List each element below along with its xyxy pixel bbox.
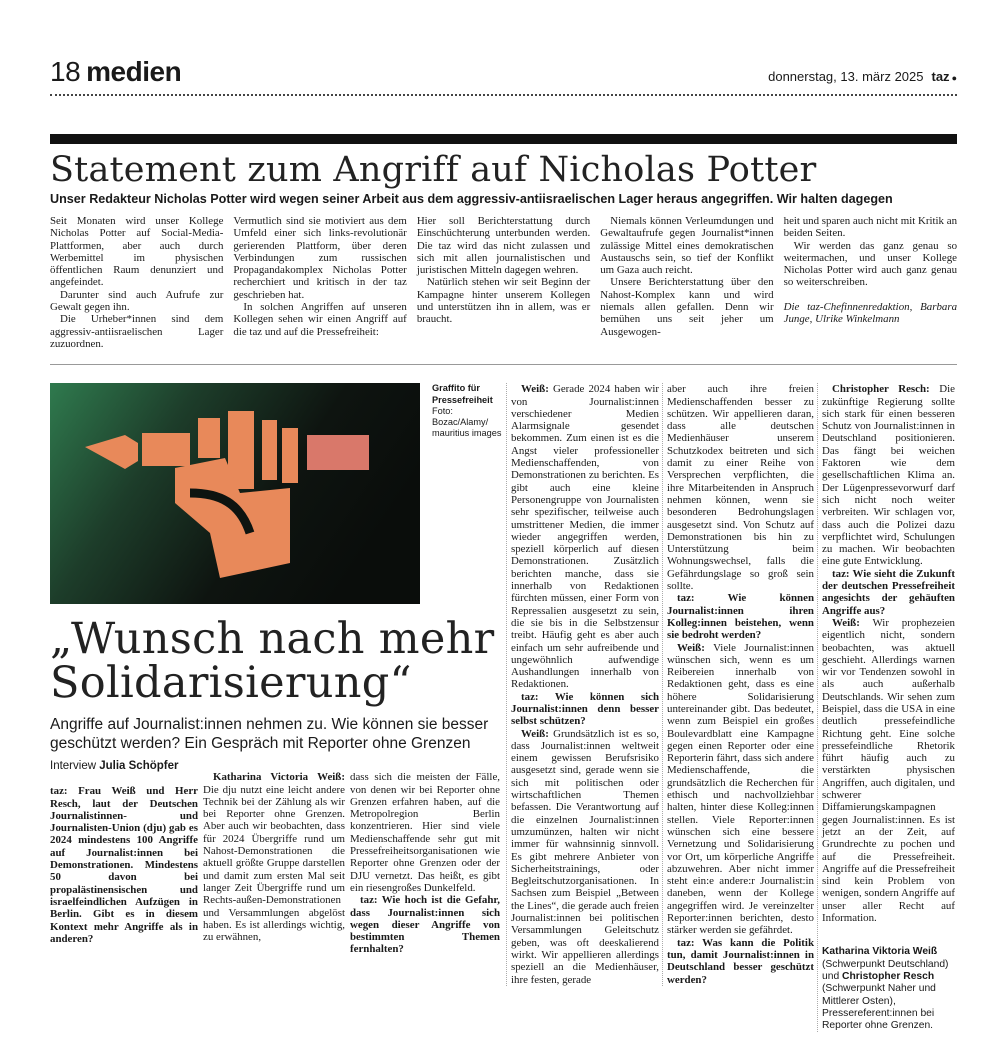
- speaker-label: Katharina Victoria Weiß:: [213, 771, 345, 784]
- paragraph: [511, 383, 659, 690]
- interviewee-bio: [822, 946, 955, 1032]
- paragraph: [600, 215, 773, 276]
- header-divider: [50, 94, 957, 96]
- paragraph: [822, 617, 955, 924]
- paragraph-text: taz: Wie können Journalist:innen ihren Kolleg:innen beistehen, wenn sie bedroht werden?: [667, 592, 814, 642]
- bio-text: (Schwerpunkt Naher und Mittlerer Osten), Pressereferent:innen bei Reporter ohne Grenzen.: [822, 983, 936, 1032]
- photo-caption: [432, 383, 502, 439]
- paragraph-text: taz: Was kann die Politik tun, damit Journalist:innen in Deutschland besser geschützt werden?: [667, 936, 814, 986]
- speaker-label: Weiß:: [677, 641, 705, 654]
- statement-title: Statement zum Angriff auf Nicholas Potter: [50, 150, 817, 190]
- page-header: [50, 56, 181, 88]
- interview-question: [350, 894, 500, 955]
- paw-icon: ●: [951, 73, 957, 83]
- paragraph-text: Natürlich stehen wir seit Beginn der Kampagne hinter unserem Kollegen und unterstützen ihn in allem, was er braucht.: [416, 276, 591, 326]
- paragraph: [822, 383, 955, 567]
- byline: [50, 759, 198, 773]
- paragraph-text: Hier soll Berichterstattung durch Einschüchterung unterbunden werden. Die taz wird das nicht zulassen und sich mit allen journalistischen und juristischen Mitteln dagegen wehren.: [416, 215, 591, 277]
- paragraph-text: taz: Wie sieht die Zukunft der deutschen Pressefreiheit angesichts der gehäuften Angriffe aus?: [822, 567, 955, 617]
- paragraph: [667, 383, 814, 592]
- byline-author: Julia Schöpfer: [99, 760, 179, 773]
- interview-last-column: [817, 383, 955, 1032]
- paragraph-text: taz: Frau Weiß und Herr Resch, laut der Deutschen Journalistinnen- und Journalisten-Union (dju) gab es 2024 mindestens 100 Angriffe auf Journalist:innen bei Demonstrationen. Mindestens 50 davon bei propalästinensischen und israelfeindlichen Aufzügen in Berlin. Gibt es in diesem Kontext mehr Angriffe als in anderen?: [50, 785, 198, 945]
- paragraph: [233, 301, 406, 338]
- interview-question: [667, 592, 814, 641]
- paragraph: [417, 215, 590, 276]
- interview-question: [511, 691, 659, 728]
- paragraph-text: Die taz-Chefinnenredaktion, Barbara Junge, Ulrike Winkelmann: [783, 300, 958, 326]
- paragraph-text: Die zukünftige Regierung sollte sich stark für einen besseren Schutz von Journalist:innen in Deutschland positionieren. Das fängt bei weichen Faktoren wie dem gesellschaftlichen Klima an. Der Lügenpressevorwurf darf sich nicht noch weiter verbreiten. Wir schlagen vor, dass auch die Polizei dazu verpflichtet wird, Schulungen zu machen. Wir beobachten eine gute Entwicklung.: [822, 383, 955, 568]
- photo-row: [50, 383, 503, 604]
- paragraph-text: taz: Wie können sich Journalist:innen denn besser selbst schützen?: [511, 690, 659, 728]
- paragraph-text: Niemals können Verleumdungen und Gewaltaufrufe gegen Journalist*innen zulässige Mittel eines demokratischen Austauschs sein, so tief der Konflikt um Gaza auch reicht.: [600, 215, 774, 277]
- speaker-label: Weiß:: [521, 383, 549, 396]
- paragraph-text: taz: Wie hoch ist die Gefahr, dass Journalist:innen sich wegen dieser Angriffe von bestimmten Themen fernhalten?: [350, 894, 500, 956]
- paragraph-text: Vermutlich sind sie motiviert aus dem Umfeld einer sich links-revolutionär gerierenden Plattform, über deren Verbindungen zum russischen Propagandakomplex Nicholas Potter recherchiert und kritisch in der taz geschrieben hat.: [233, 215, 407, 301]
- paragraph: [417, 276, 590, 325]
- taz-logo: taz: [931, 69, 950, 84]
- graffiti-photo: [50, 383, 420, 604]
- paragraph-text: Grundsätzlich ist es so, dass Journalist:innen weltweit einem gewissen Berufsrisiko ausgesetzt sind, gerade wenn sie sich mit politischen oder wirtschaftlichen Themen befassen. Die Verantwortung auf die einzelnen Journalist:innen umzumünzen, halten wir nicht immer für wahnsinnig sinnvoll. Es gibt mehrere Anbieter von Sicherheitstrainings, oder Begleitschutzorganisationen. In Sachsen zum Beispiel „Between the Lines“, die gerade auch freien Journalist:innen bei politischen Versammlungen Geleitschutz geben, was oft deeskalierend wirkt. Wir appellieren allerdings speziell an die Medienhäuser, ihre festen, gerade: [511, 727, 659, 986]
- paragraph: [784, 240, 957, 289]
- statement-column: [50, 215, 223, 350]
- interview-column: [350, 759, 500, 955]
- section-divider: [50, 364, 957, 365]
- paragraph-text: Unsere Berichterstattung über den Nahost-Komplex kann und wird niemals allen gefallen. Denn wir bemühen uns seit jeher um Ausgewogen-: [600, 276, 774, 338]
- paragraph: [350, 771, 500, 894]
- statement-column: [233, 215, 406, 350]
- speaker-label: Christopher Resch:: [832, 383, 930, 396]
- bio-name: Katharina Viktoria Weiß: [822, 946, 938, 958]
- interview-column: [662, 383, 814, 986]
- paragraph-text: heit und sparen auch nicht mit Kritik an beiden Seiten.: [783, 215, 958, 240]
- paragraph-text: Seit Monaten wird unser Kollege Nicholas Potter auf Social-Media-Plattformen, aber auch durch Werbemittel im physischen öffentlichen Raum denunziert und angefeindet.: [50, 215, 224, 289]
- paragraph: [233, 215, 406, 301]
- interview-deck: Angriffe auf Journalist:innen nehmen zu. Wie können sie besser geschützt werden? Ein Gespräch mit Reporter ohne Grenzen: [50, 716, 489, 753]
- paragraph-text: Wir prophezeien eigentlich nicht, sondern beobachten, was aktuell geschieht. Allerdings warnen wir vor Tendenzen sowohl in als auch außerhalb Deutschlands. Wir sehen zum Beispiel, dass die USA in eine deutlich pressefeindliche Richtung geht. Eine solche pressefeindliche Rhetorik führt häufig auch zu verstärkten physischen Angriffen, auch digitalen, und schwerer Diffamierungskampagnen gegen Journalist:innen. Es ist jetzt an der Zeit, auf Grundrechte zu pochen und auf die Pressefreiheit. Angriffe auf die Pressefreiheit sind kein Problem von wenigen, sondern Angriffe auf unser aller Recht auf Information.: [822, 616, 955, 925]
- interview-column: [203, 759, 345, 955]
- page-header-row: [50, 56, 957, 92]
- interview-question: [822, 568, 955, 617]
- photo-credit: Foto: Bozac/Alamy/ mauritius images: [432, 405, 502, 439]
- paragraph: [50, 313, 223, 350]
- paragraph: [511, 728, 659, 986]
- speaker-label: Weiß:: [521, 727, 549, 740]
- interview-first-column: [50, 759, 198, 955]
- signature: [784, 301, 957, 326]
- paragraph: [667, 642, 814, 937]
- interview-section: [50, 383, 957, 1032]
- interview-question: [50, 785, 198, 945]
- byline-prefix: Interview: [50, 760, 97, 773]
- statement-column: [600, 215, 773, 350]
- paragraph-text: Die Urheber*innen sind dem aggressiv-antiisraelischen Lager zuzuordnen.: [50, 313, 224, 350]
- paragraph-text: aber auch ihre freien Medienschaffenden besser zu schützen. Wir appellieren daran, dass alle deutschen Medienhäuser unserem Schutzkodex beitreten und sich damit zu einer Reihe von Versprechen verpflichten, die ihre Mitarbeitenden in Anspruch nehmen können, wenn sie besonderen Bedrohungslagen ausgesetzt sind. Von Schutz auf Demonstrationen bis hin zu Unterstützung beim Wohnungswechsel, falls die Gefährdungslage so groß sein sollte.: [667, 383, 814, 593]
- interview-column: [50, 785, 198, 945]
- paragraph-text: Wir werden das ganz genau so weitermachen, und unser Kollege Nicholas Potter wird auch ganz genau so weiterschreiben.: [783, 239, 958, 289]
- paragraph: [50, 289, 223, 314]
- paragraph-text: Die dju nutzt eine leicht andere Technik bei der Zählung als wir bei Reporter ohne Grenzen. Aber auch wir beobachten, dass für 2024 Übergriffe rund um Nahost-Demonstrationen die aktuell größte Gruppe darstellen und damit zum ersten Mal seit langer Zeit Übergriffe rund um Rechts-außen-Demonstrationen und Versammlungen abgelöst haben. Es ist allerdings wichtig, zu erwähnen,: [203, 783, 345, 944]
- interview-headline: „Wunsch nach mehr Solidarisierung“: [50, 614, 495, 709]
- paragraph: [50, 215, 223, 289]
- paragraph: [784, 215, 957, 240]
- paragraph-text: Darunter sind auch Aufrufe zur Gewalt gegen ihn.: [50, 288, 224, 314]
- caption-title: Graffito für Pressefreiheit: [432, 383, 493, 405]
- interview-left-block: [50, 383, 503, 955]
- dateline: [768, 69, 957, 84]
- speaker-label: Weiß:: [832, 616, 860, 629]
- paragraph-text: Gerade 2024 haben wir von Journalist:innen verschiedener Medien Alarmsignale gesendet bekommen. Zum einen ist es die Angst vieler professioneller Medienschaffenden, von Demonstrationen zu berichten. Es gibt auch eine kleine Personengruppe von Journalisten sehr spezifischer, teilweise auch umstrittener Medien, die immer wieder angegriffen werden, speziell körperlich auf diesen Demonstrationen. Zusätzlich berichten manche, dass sie innerhalb von Redaktionen fürchten müssen, einer Form von Repressalien ausgesetzt zu sein, die sie bis in die Selbstzensur treibt. Häufig geht es aber auch einfach um sehr aufreibende und ungewöhnlich aufwendige Aushandlungen innerhalb von Redaktionen.: [511, 383, 659, 691]
- issue-date: donnerstag, 13. märz 2025: [768, 69, 924, 84]
- paragraph-text: In solchen Angriffen auf unseren Kollegen sehen wir einen Angriff auf die taz und auf die Pressefreiheit:: [233, 301, 407, 338]
- bio-text: (Schwerpunkt Deutschland) und: [822, 958, 949, 982]
- interview-question: [667, 937, 814, 986]
- statement-column: [417, 215, 590, 350]
- interview-left-columns: [50, 759, 503, 955]
- statement-body: [50, 215, 957, 350]
- paragraph-text: Viele Journalist:innen wünschen sich, wenn es um Reibereien innerhalb von Redaktionen geht, dass es eine höhere Solidarisierung untereinander gibt. Das bedeutet, wenn zum Beispiel ein großes Boulevardblatt eine Kampagne gegen einen Reporter oder eine Reporterin fährt, dass sich andere Medienschaffende, die grundsätzlich die Recherchen für ethisch und nachvollziehbar halten, hinter diese Kolleg:innen stellen. Viele Reporter:innen wünschen sich eine bessere Vernetzung und Solidarisierung vor Ort, um körperliche Angriffe abzuwehren. Aber nicht immer steht ein:e andere:r Journalist:in daneben, wenn der Kollege angegriffen wird. Je vereinzelter Reporter:innen berichten, desto stärker werden sie gefährdet.: [667, 641, 814, 937]
- paragraph: [600, 276, 773, 337]
- paragraph: [203, 771, 345, 943]
- interview-column: [822, 383, 955, 924]
- section-bar: [50, 134, 957, 144]
- statement-subtitle: Unser Redakteur Nicholas Potter wird wegen seiner Arbeit aus dem aggressiv-antiisraelischen Lager heraus angegriffen. Wir halten dagegen: [50, 192, 893, 206]
- statement-column: [784, 215, 957, 350]
- bio-name: Christopher Resch: [842, 970, 935, 982]
- page-number: 18: [50, 56, 81, 87]
- paragraph-text: dass sich die meisten der Fälle, von denen wir bei Reporter ohne Grenzen erfahren haben, auf die Metropolregion Berlin konzentrieren. Hier sind viele Medienschaffende sehr gut mit Pressefreiheitsorganisationen wie Reporter ohne Grenzen oder der DJU vernetzt. Das heißt, es gibt ein riesengroßes Dunkelfeld.: [350, 771, 500, 894]
- section-name: medien: [86, 56, 182, 87]
- interview-column: [506, 383, 659, 986]
